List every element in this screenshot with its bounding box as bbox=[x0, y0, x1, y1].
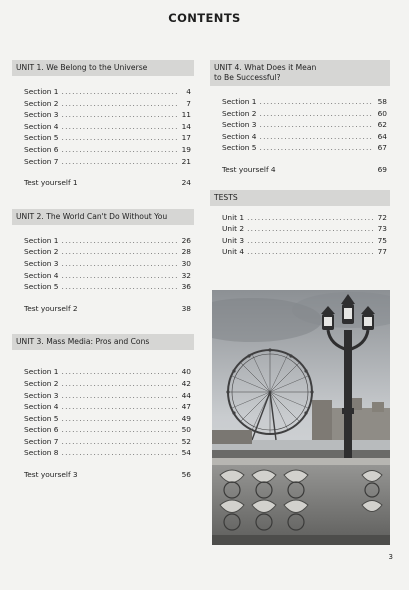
unit-4-header-line2: to Be Successful? bbox=[214, 73, 281, 82]
toc-entry[interactable]: Section 6 ..... 19 bbox=[12, 144, 194, 156]
unit-4-block bbox=[210, 60, 390, 176]
toc-entry[interactable]: Section 2 ..... 7 bbox=[12, 98, 194, 110]
tests-header: TESTS bbox=[210, 190, 390, 206]
test-yourself-entry[interactable]: Test yourself 2 38 bbox=[24, 303, 191, 313]
toc-entry[interactable]: Section 3 ..... 44 bbox=[12, 390, 194, 402]
toc-entry[interactable]: Section 5 ..... 17 bbox=[12, 132, 194, 144]
page-number: 3 bbox=[388, 553, 393, 561]
toc-entry[interactable]: Unit 4 ..... 77 bbox=[210, 246, 390, 258]
unit-4-header-line1: UNIT 4. What Does it Mean bbox=[214, 63, 317, 72]
page-title: CONTENTS bbox=[168, 11, 241, 25]
right-column bbox=[210, 60, 390, 272]
toc-entry[interactable]: Section 5 ..... 49 bbox=[12, 413, 194, 425]
toc-entry[interactable]: Section 3 ..... 30 bbox=[12, 258, 194, 270]
toc-entry[interactable]: Section 7 ..... 21 bbox=[12, 156, 194, 168]
toc-entry[interactable]: Section 3 ..... 62 bbox=[210, 119, 390, 131]
toc-entry[interactable]: Section 4 ..... 64 bbox=[210, 131, 390, 143]
toc-entry[interactable]: Section 4 ..... 14 bbox=[12, 121, 194, 133]
unit-1-block bbox=[12, 60, 194, 189]
unit-3-block bbox=[12, 334, 194, 480]
toc-entry[interactable]: Section 2 ..... 60 bbox=[210, 108, 390, 120]
toc-entry[interactable]: Unit 2 ..... 73 bbox=[210, 223, 390, 235]
toc-entry[interactable]: Unit 1 ..... 72 bbox=[210, 212, 390, 224]
unit-2-header: UNIT 2. The World Can't Do Without You bbox=[12, 209, 194, 225]
london-eye-bridge-photo bbox=[212, 290, 390, 545]
toc-entry[interactable]: Section 7 ..... 52 bbox=[12, 436, 194, 448]
toc-entry[interactable]: Section 2 ..... 28 bbox=[12, 246, 194, 258]
toc-entry[interactable]: Section 8 ..... 54 bbox=[12, 447, 194, 459]
unit-2-block bbox=[12, 209, 194, 315]
unit-4-header bbox=[210, 60, 390, 86]
toc-entry[interactable]: Section 1 ..... 4 bbox=[12, 86, 194, 98]
left-column bbox=[12, 60, 194, 495]
toc-entry[interactable]: Section 1 ..... 58 bbox=[210, 96, 390, 108]
test-yourself-entry[interactable]: Test yourself 1 24 bbox=[24, 178, 191, 188]
toc-entry[interactable]: Section 2 ..... 42 bbox=[12, 378, 194, 390]
toc-entry[interactable]: Section 4 ..... 47 bbox=[12, 401, 194, 413]
toc-entry[interactable]: Section 3 ..... 11 bbox=[12, 109, 194, 121]
tests-block bbox=[210, 190, 390, 258]
unit-1-header: UNIT 1. We Belong to the Universe bbox=[12, 60, 194, 76]
toc-entry[interactable]: Section 6 ..... 50 bbox=[12, 424, 194, 436]
toc-entry[interactable]: Section 1 ..... 26 bbox=[12, 235, 194, 247]
toc-entry[interactable]: Section 5 ..... 67 bbox=[210, 142, 390, 154]
test-yourself-entry[interactable]: Test yourself 3 56 bbox=[24, 470, 191, 480]
toc-entry[interactable]: Section 5 ..... 36 bbox=[12, 281, 194, 293]
test-yourself-entry[interactable]: Test yourself 4 69 bbox=[222, 164, 387, 174]
toc-entry[interactable]: Unit 3 ..... 75 bbox=[210, 235, 390, 247]
toc-entry[interactable]: Section 1 ..... 40 bbox=[12, 366, 194, 378]
toc-entry[interactable]: Section 4 ..... 32 bbox=[12, 270, 194, 282]
unit-3-header: UNIT 3. Mass Media: Pros and Cons bbox=[12, 334, 194, 350]
